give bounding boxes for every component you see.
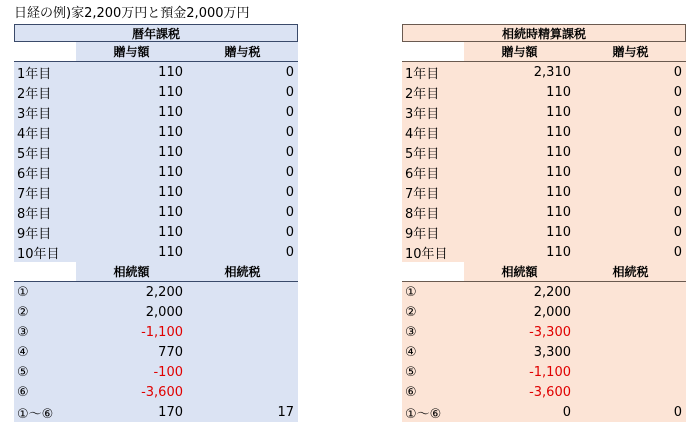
year-row — [14, 122, 298, 142]
year-label-cell[interactable]: 5年目 — [402, 142, 464, 162]
inherit-label-cell[interactable]: ①～⑥ — [402, 402, 464, 422]
inherit-amount-cell[interactable]: -1,100 — [76, 322, 187, 342]
year-row — [14, 162, 298, 182]
table-title[interactable]: 暦年課税 — [14, 24, 298, 42]
gift-amount-cell[interactable]: 110 — [76, 202, 187, 222]
inherit-tax-header[interactable]: 相続税 — [575, 262, 686, 282]
gift-tax-cell[interactable]: 0 — [187, 162, 298, 182]
gift-tax-cell[interactable]: 0 — [575, 82, 686, 102]
data-grid — [402, 42, 686, 422]
year-label-cell[interactable]: 6年目 — [402, 162, 464, 182]
year-label-cell[interactable]: 8年目 — [14, 202, 76, 222]
inherit-row — [14, 342, 298, 362]
inherit-label-cell[interactable]: ③ — [402, 322, 464, 342]
year-label-cell[interactable]: 4年目 — [402, 122, 464, 142]
gift-amount-cell[interactable]: 110 — [464, 242, 575, 262]
year-label-cell[interactable]: 2年目 — [402, 82, 464, 102]
gift-tax-cell[interactable]: 0 — [575, 62, 686, 83]
gift-tax-header[interactable]: 贈与税 — [575, 42, 686, 62]
inherit-row — [14, 362, 298, 382]
gift-amount-cell[interactable]: 110 — [464, 222, 575, 242]
gift-amount-cell[interactable]: 110 — [464, 162, 575, 182]
inherit-row — [402, 322, 686, 342]
inherit-tax-cell[interactable] — [575, 302, 686, 322]
inherit-label-cell[interactable]: ④ — [14, 342, 76, 362]
inherit-label-cell[interactable]: ② — [402, 302, 464, 322]
year-label-cell[interactable]: 6年目 — [14, 162, 76, 182]
inherit-row — [402, 362, 686, 382]
year-row — [14, 222, 298, 242]
year-label-cell[interactable]: 2年目 — [14, 82, 76, 102]
inherit-amount-cell[interactable]: 2,200 — [464, 282, 575, 303]
inherit-tax-cell[interactable] — [187, 382, 298, 402]
inherit-row — [402, 282, 686, 303]
inherit-amount-cell[interactable]: 2,000 — [464, 302, 575, 322]
year-label-cell[interactable]: 8年目 — [402, 202, 464, 222]
header-blank-cell[interactable] — [402, 262, 464, 282]
gift-amount-cell[interactable]: 110 — [76, 62, 187, 83]
year-label-cell[interactable]: 4年目 — [14, 122, 76, 142]
inherit-amount-header[interactable]: 相続額 — [464, 262, 575, 282]
inherit-amount-cell[interactable]: -1,100 — [464, 362, 575, 382]
table-title[interactable]: 相続時精算課税 — [402, 24, 686, 42]
inherit-row — [14, 282, 298, 303]
inherit-amount-cell[interactable]: 770 — [76, 342, 187, 362]
inherit-label-cell[interactable]: ⑤ — [14, 362, 76, 382]
inherit-label-cell[interactable]: ① — [402, 282, 464, 303]
gift-tax-cell[interactable]: 0 — [187, 182, 298, 202]
year-row — [14, 202, 298, 222]
year-row — [14, 62, 298, 83]
gift-amount-cell[interactable]: 110 — [76, 182, 187, 202]
inherit-tax-cell[interactable] — [187, 282, 298, 303]
year-label-cell[interactable]: 5年目 — [14, 142, 76, 162]
inherit-row — [402, 342, 686, 362]
header-blank-cell[interactable] — [14, 262, 76, 282]
inherit-row — [402, 402, 686, 422]
inherit-tax-cell[interactable] — [575, 322, 686, 342]
inherit-tax-header[interactable]: 相続税 — [187, 262, 298, 282]
inherit-tax-cell[interactable] — [575, 362, 686, 382]
year-row — [402, 62, 686, 83]
year-row — [14, 82, 298, 102]
inherit-row — [14, 382, 298, 402]
inherit-row — [402, 302, 686, 322]
gift-tax-cell[interactable]: 0 — [575, 202, 686, 222]
inherit-tax-cell[interactable] — [187, 322, 298, 342]
gift-tax-cell[interactable]: 0 — [575, 222, 686, 242]
inherit-amount-cell[interactable]: 0 — [464, 402, 575, 422]
year-row — [14, 182, 298, 202]
year-label-cell[interactable]: 7年目 — [402, 182, 464, 202]
year-row — [402, 202, 686, 222]
gift-amount-cell[interactable]: 110 — [464, 202, 575, 222]
sheet-caption: 日経の例)家2,200万円と預金2,000万円 — [14, 6, 250, 21]
calendar-year-taxation-table — [14, 24, 298, 422]
year-label-cell[interactable]: 3年目 — [14, 102, 76, 122]
year-row — [402, 222, 686, 242]
inherit-amount-cell[interactable]: 3,300 — [464, 342, 575, 362]
year-row — [402, 162, 686, 182]
inherit-label-cell[interactable]: ⑤ — [402, 362, 464, 382]
gift-tax-cell[interactable]: 0 — [187, 242, 298, 262]
inherit-rows — [14, 282, 298, 423]
inherit-row — [14, 402, 298, 422]
year-row — [402, 182, 686, 202]
year-row — [402, 82, 686, 102]
inherit-tax-cell[interactable] — [187, 342, 298, 362]
year-row — [402, 102, 686, 122]
inherit-section — [402, 262, 686, 282]
inherit-section — [14, 262, 298, 282]
inherit-label-cell[interactable]: ③ — [14, 322, 76, 342]
inherit-tax-cell[interactable]: 0 — [575, 402, 686, 422]
gift-amount-cell[interactable]: 110 — [464, 142, 575, 162]
gift-tax-cell[interactable]: 0 — [575, 142, 686, 162]
inherit-amount-cell[interactable]: -3,600 — [464, 382, 575, 402]
gift-tax-cell[interactable]: 0 — [187, 222, 298, 242]
gift-tax-cell[interactable]: 0 — [575, 242, 686, 262]
gift-tax-cell[interactable]: 0 — [575, 102, 686, 122]
gift-amount-cell[interactable]: 110 — [464, 182, 575, 202]
gift-amount-cell[interactable]: 110 — [76, 142, 187, 162]
gift-header-row — [402, 42, 686, 62]
gift-tax-cell[interactable]: 0 — [187, 202, 298, 222]
inherit-tax-cell[interactable] — [575, 282, 686, 303]
gift-amount-cell[interactable]: 2,310 — [464, 62, 575, 83]
year-row — [14, 142, 298, 162]
year-label-cell[interactable]: 9年目 — [14, 222, 76, 242]
inherit-rows — [402, 282, 686, 423]
inherit-label-cell[interactable]: ⑥ — [14, 382, 76, 402]
gift-tax-cell[interactable]: 0 — [187, 82, 298, 102]
gift-amount-cell[interactable]: 110 — [464, 82, 575, 102]
inherit-tax-cell[interactable] — [575, 342, 686, 362]
inherit-row — [14, 322, 298, 342]
inherit-amount-header[interactable]: 相続額 — [76, 262, 187, 282]
year-label-cell[interactable]: 7年目 — [14, 182, 76, 202]
inherit-row — [402, 382, 686, 402]
inherit-amount-cell[interactable]: -100 — [76, 362, 187, 382]
header-blank-cell[interactable] — [402, 42, 464, 62]
gift-tax-cell[interactable]: 0 — [187, 62, 298, 83]
year-label-cell[interactable]: 10年目 — [402, 242, 464, 262]
inherit-label-cell[interactable]: ⑥ — [402, 382, 464, 402]
gift-tax-cell[interactable]: 0 — [187, 102, 298, 122]
year-row — [14, 242, 298, 262]
year-row — [14, 102, 298, 122]
inherit-tax-cell[interactable] — [187, 362, 298, 382]
gift-tax-cell[interactable]: 0 — [187, 122, 298, 142]
year-row — [402, 242, 686, 262]
year-label-cell[interactable]: 1年目 — [14, 62, 76, 83]
gift-amount-cell[interactable]: 110 — [76, 122, 187, 142]
gift-amount-cell[interactable]: 110 — [76, 82, 187, 102]
year-row — [402, 122, 686, 142]
year-label-cell[interactable]: 3年目 — [402, 102, 464, 122]
year-rows — [402, 62, 686, 263]
gift-tax-cell[interactable]: 0 — [575, 122, 686, 142]
inherit-label-cell[interactable]: ② — [14, 302, 76, 322]
gift-amount-cell[interactable]: 110 — [464, 102, 575, 122]
inherit-row — [14, 302, 298, 322]
inherit-amount-cell[interactable]: 170 — [76, 402, 187, 422]
inherit-label-cell[interactable]: ①～⑥ — [14, 402, 76, 422]
inherit-amount-cell[interactable]: 2,200 — [76, 282, 187, 303]
gift-amount-cell[interactable]: 110 — [76, 222, 187, 242]
gift-tax-header[interactable]: 贈与税 — [187, 42, 298, 62]
gift-amount-header[interactable]: 贈与額 — [464, 42, 575, 62]
gift-section — [14, 42, 298, 62]
inherit-amount-cell[interactable]: -3,300 — [464, 322, 575, 342]
year-rows — [14, 62, 298, 263]
gift-amount-header[interactable]: 贈与額 — [76, 42, 187, 62]
year-label-cell[interactable]: 10年目 — [14, 242, 76, 262]
gift-amount-cell[interactable]: 110 — [76, 242, 187, 262]
gift-amount-cell[interactable]: 110 — [464, 122, 575, 142]
inherit-tax-cell[interactable] — [575, 382, 686, 402]
gift-tax-cell[interactable]: 0 — [187, 142, 298, 162]
gift-amount-cell[interactable]: 110 — [76, 102, 187, 122]
gift-amount-cell[interactable]: 110 — [76, 162, 187, 182]
inherit-label-cell[interactable]: ④ — [402, 342, 464, 362]
gift-header-row — [14, 42, 298, 62]
inherit-tax-cell[interactable]: 17 — [187, 402, 298, 422]
inherit-amount-cell[interactable]: 2,000 — [76, 302, 187, 322]
year-label-cell[interactable]: 9年目 — [402, 222, 464, 242]
inherit-tax-cell[interactable] — [187, 302, 298, 322]
year-label-cell[interactable]: 1年目 — [402, 62, 464, 83]
gift-tax-cell[interactable]: 0 — [575, 182, 686, 202]
header-blank-cell[interactable] — [14, 42, 76, 62]
settlement-taxation-table — [402, 24, 686, 422]
inherit-amount-cell[interactable]: -3,600 — [76, 382, 187, 402]
inherit-label-cell[interactable]: ① — [14, 282, 76, 303]
gift-tax-cell[interactable]: 0 — [575, 162, 686, 182]
inherit-header-row — [402, 262, 686, 282]
gift-section — [402, 42, 686, 62]
data-grid — [14, 42, 298, 422]
year-row — [402, 142, 686, 162]
inherit-header-row — [14, 262, 298, 282]
